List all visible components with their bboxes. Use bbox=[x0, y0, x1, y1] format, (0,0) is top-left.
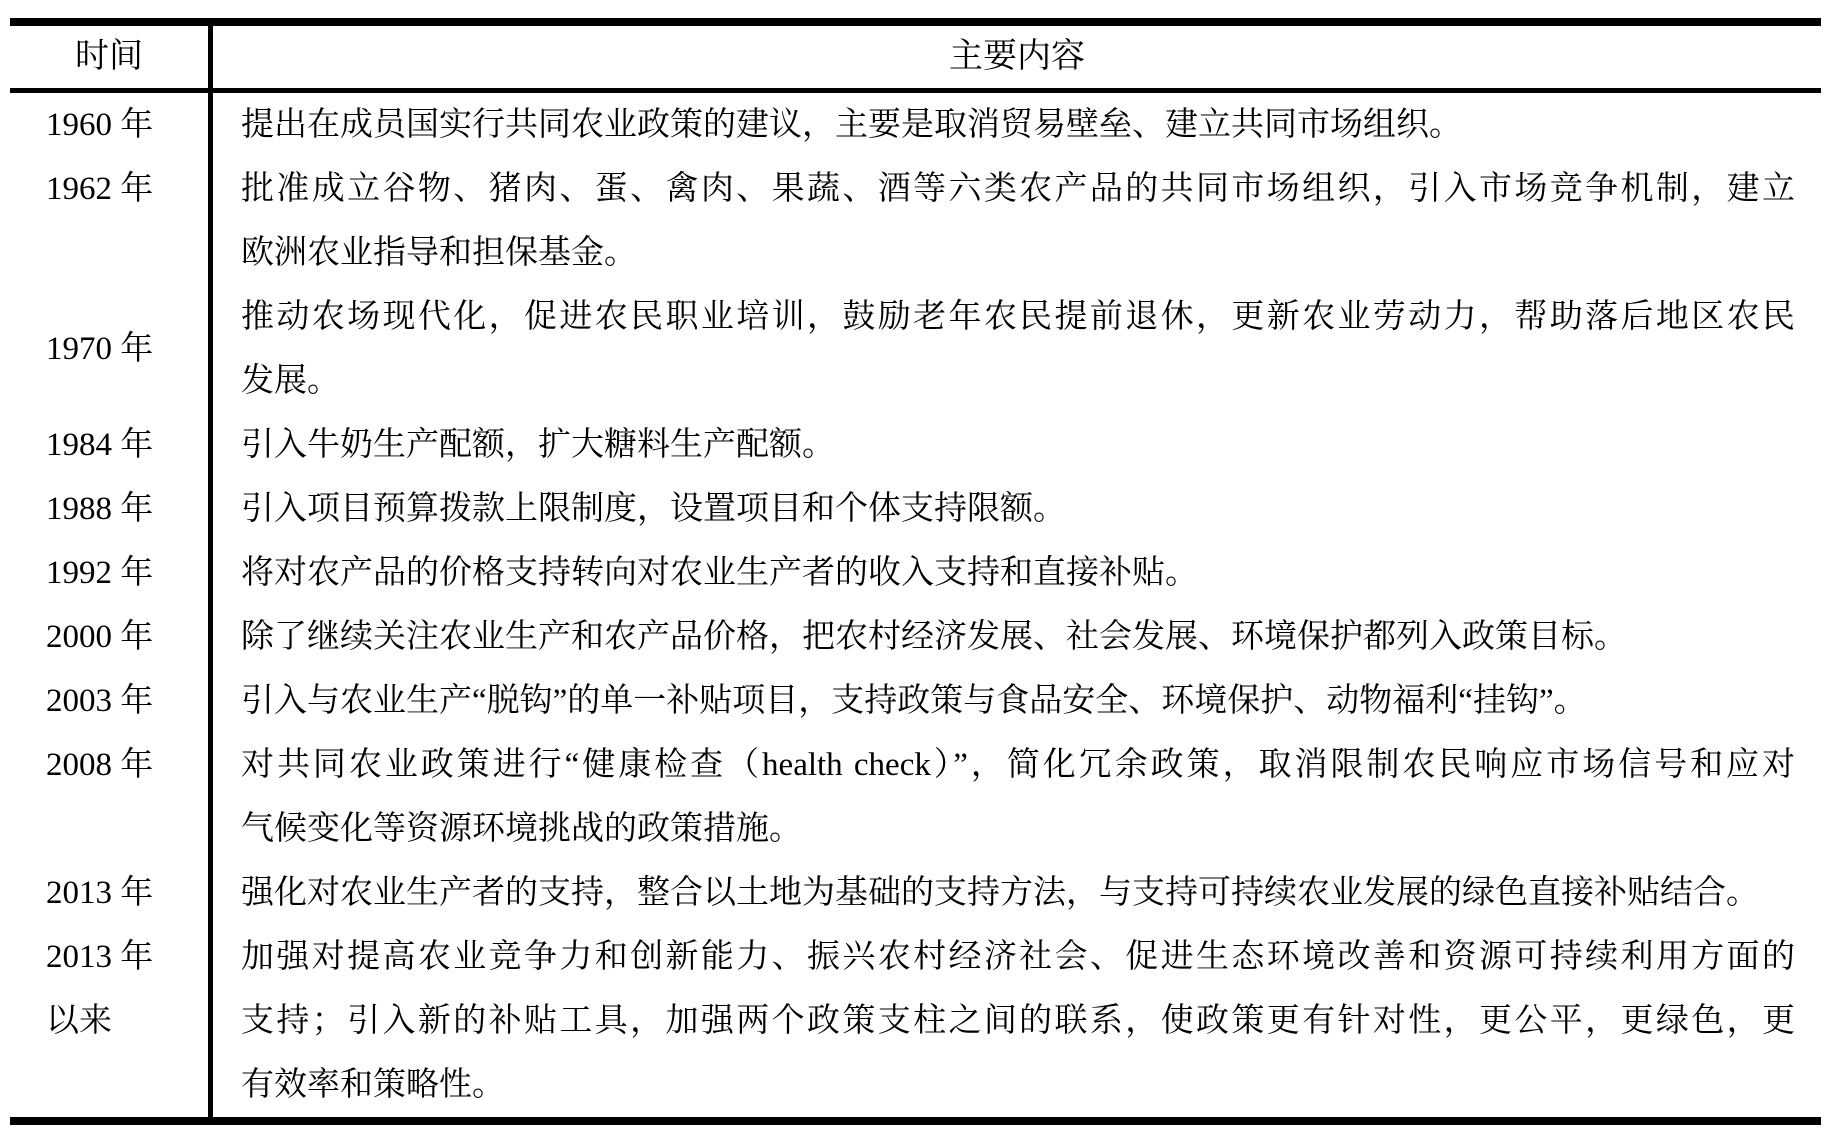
content-line: 批准成立谷物、猪肉、蛋、禽肉、果蔬、酒等六类农产品的共同市场组织，引入市场竞争机制，建立 bbox=[241, 171, 1795, 207]
content-line: 引入与农业生产“脱钩”的单一补贴项目，支持政策与食品安全、环境保护、动物福利“挂钩”。 bbox=[241, 683, 1587, 719]
year-label: 1992 年 bbox=[46, 555, 154, 591]
time-cell bbox=[10, 157, 213, 285]
table-row bbox=[10, 541, 1821, 605]
cap-policy-history-table bbox=[10, 18, 1821, 1125]
content-cell bbox=[213, 413, 1821, 477]
time-cell bbox=[10, 285, 213, 413]
content-line: 气候变化等资源环境挑战的政策措施。 bbox=[241, 811, 802, 847]
year-label: 2013 年 bbox=[46, 875, 154, 911]
table-row bbox=[10, 157, 1821, 285]
content-cell bbox=[213, 285, 1821, 413]
content-cell bbox=[213, 605, 1821, 669]
year-label: 2013 年 bbox=[46, 939, 154, 975]
content-column-header: 主要内容 bbox=[949, 38, 1085, 75]
content-cell bbox=[213, 477, 1821, 541]
table-row bbox=[10, 605, 1821, 669]
content-line: 发展。 bbox=[241, 363, 340, 399]
content-cell bbox=[213, 541, 1821, 605]
time-cell bbox=[10, 541, 213, 605]
table-row bbox=[10, 925, 1821, 1117]
year-label: 2000 年 bbox=[46, 619, 154, 655]
time-cell bbox=[10, 733, 213, 861]
table-row bbox=[10, 733, 1821, 861]
content-line: 引入项目预算拨款上限制度，设置项目和个体支持限额。 bbox=[241, 491, 1066, 527]
time-cell bbox=[10, 605, 213, 669]
year-label: 以来 bbox=[46, 1003, 112, 1039]
table-row bbox=[10, 413, 1821, 477]
time-cell bbox=[10, 861, 213, 925]
content-line: 对共同农业政策进行“健康检查（health check）”，简化冗余政策，取消限制农民响应市场信号和应对 bbox=[241, 747, 1795, 783]
content-cell bbox=[213, 669, 1821, 733]
table-header-row bbox=[10, 26, 1821, 93]
time-cell bbox=[10, 477, 213, 541]
content-line: 推动农场现代化，促进农民职业培训，鼓励老年农民提前退休，更新农业劳动力，帮助落后地区农民 bbox=[241, 299, 1795, 335]
content-cell bbox=[213, 861, 1821, 925]
table-row bbox=[10, 93, 1821, 157]
year-label: 1970 年 bbox=[46, 331, 154, 367]
time-column-header: 时间 bbox=[10, 26, 213, 88]
time-cell bbox=[10, 413, 213, 477]
time-cell bbox=[10, 93, 213, 157]
content-cell bbox=[213, 93, 1821, 157]
content-line: 欧洲农业指导和担保基金。 bbox=[241, 235, 637, 271]
table-body bbox=[10, 93, 1821, 1117]
content-line: 有效率和策略性。 bbox=[241, 1067, 505, 1103]
content-cell bbox=[213, 733, 1821, 861]
content-line: 引入牛奶生产配额，扩大糖料生产配额。 bbox=[241, 427, 835, 463]
time-cell bbox=[10, 669, 213, 733]
content-line: 将对农产品的价格支持转向对农业生产者的收入支持和直接补贴。 bbox=[241, 555, 1198, 591]
year-label: 2008 年 bbox=[46, 747, 154, 783]
content-line: 强化对农业生产者的支持，整合以土地为基础的支持方法，与支持可持续农业发展的绿色直接补贴结合。 bbox=[241, 875, 1759, 911]
content-line: 加强对提高农业竞争力和创新能力、振兴农村经济社会、促进生态环境改善和资源可持续利用方面的 bbox=[241, 939, 1795, 975]
table-row bbox=[10, 669, 1821, 733]
year-label: 1962 年 bbox=[46, 171, 154, 207]
table-row bbox=[10, 477, 1821, 541]
time-cell bbox=[10, 925, 213, 1117]
year-label: 1988 年 bbox=[46, 491, 154, 527]
content-cell bbox=[213, 157, 1821, 285]
year-label: 2003 年 bbox=[46, 683, 154, 719]
year-label: 1960 年 bbox=[46, 107, 154, 143]
table-row bbox=[10, 285, 1821, 413]
year-label: 1984 年 bbox=[46, 427, 154, 463]
content-line: 除了继续关注农业生产和农产品价格，把农村经济发展、社会发展、环境保护都列入政策目标。 bbox=[241, 619, 1627, 655]
content-line: 提出在成员国实行共同农业政策的建议，主要是取消贸易壁垒、建立共同市场组织。 bbox=[241, 107, 1462, 143]
table-row bbox=[10, 861, 1821, 925]
content-line: 支持；引入新的补贴工具，加强两个政策支柱之间的联系，使政策更有针对性，更公平，更绿色，更 bbox=[241, 1003, 1795, 1039]
content-cell bbox=[213, 925, 1821, 1117]
